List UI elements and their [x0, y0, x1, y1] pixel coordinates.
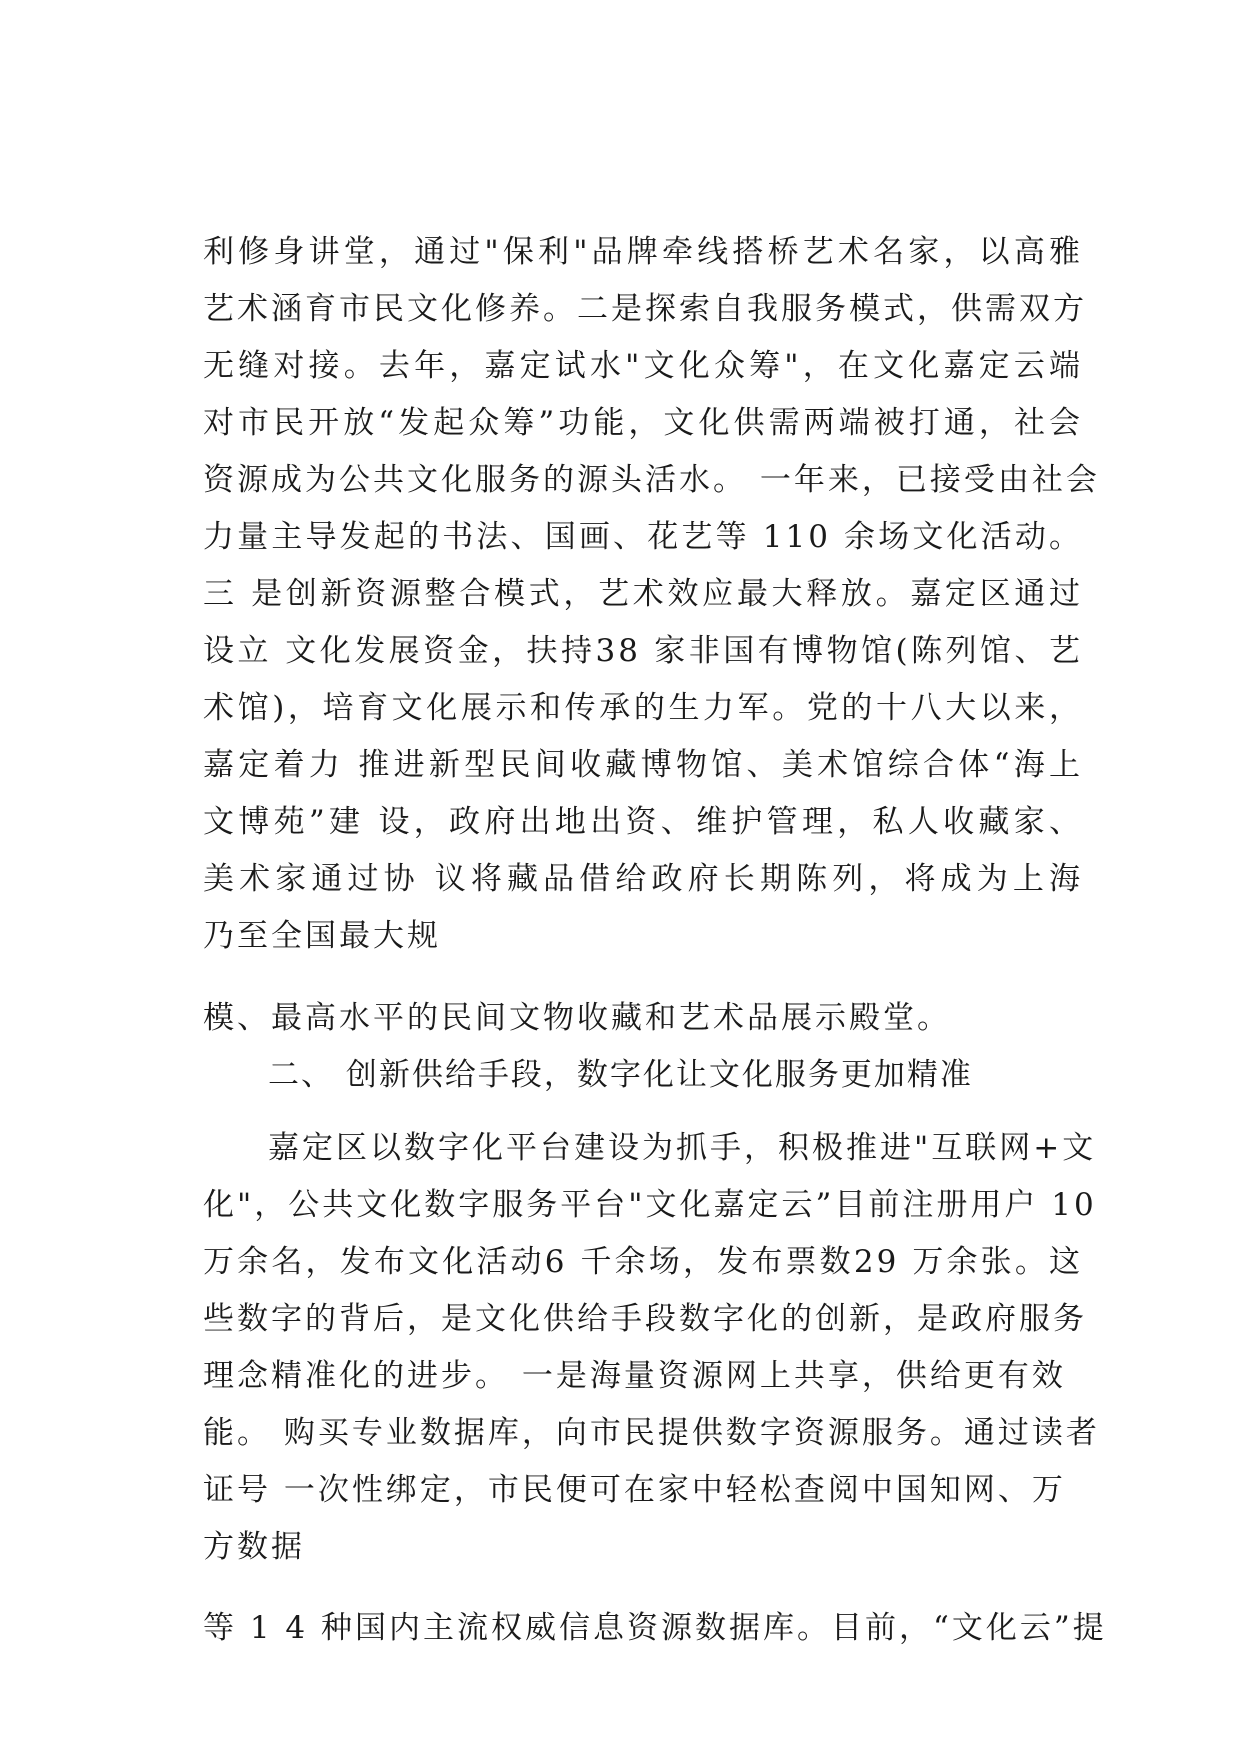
paragraph-line: 设立 文化发展资金，扶持38 家非国有博物馆(陈列馆、艺 [203, 633, 1083, 669]
paragraph-line: 嘉定区以数字化平台建设为抓手，积极推进"互联网+文 [268, 1130, 1097, 1166]
paragraph-line: 文博苑”建 设，政府出地出资、维护管理，私人收藏家、 [203, 804, 1083, 840]
paragraph-line: 理念精准化的进步。 一是海量资源网上共享，供给更有效 [203, 1358, 1066, 1394]
paragraph-line: 等 1 4 种国内主流权威信息资源数据库。目前，“文化云”提 [203, 1610, 1107, 1646]
section-heading: 二、 创新供给手段，数字化让文化服务更加精准 [268, 1057, 973, 1093]
paragraph-line: 方数据 [203, 1529, 305, 1565]
paragraph-line: 术馆)，培育文化展示和传承的生力军。党的十八大以来， [203, 690, 1083, 726]
paragraph-line: 嘉定着力 推进新型民间收藏博物馆、美术馆综合体“海上 [203, 747, 1083, 783]
paragraph-line: 乃至全国最大规 [203, 918, 441, 954]
paragraph-line: 些数字的背后，是文化供给手段数字化的创新，是政府服务 [203, 1301, 1087, 1337]
paragraph-line: 模、最高水平的民间文物收藏和艺术品展示殿堂。 [203, 1000, 951, 1036]
paragraph-line: 能。 购买专业数据库，向市民提供数字资源服务。通过读者 [203, 1415, 1100, 1451]
paragraph-line: 力量主导发起的书法、国画、花艺等 110 余场文化活动。 [203, 519, 1083, 555]
paragraph-line: 三 是创新资源整合模式，艺术效应最大释放。嘉定区通过 [203, 576, 1083, 612]
paragraph-line: 无缝对接。去年，嘉定试水"文化众筹"，在文化嘉定云端 [203, 348, 1083, 384]
paragraph-line: 证号 一次性绑定，市民便可在家中轻松查阅中国知网、万 [203, 1472, 1066, 1508]
paragraph-line: 资源成为公共文化服务的源头活水。 一年来，已接受由社会 [203, 462, 1100, 498]
paragraph-line: 利修身讲堂，通过"保利"品牌牵线搭桥艺术名家，以高雅 [203, 234, 1083, 270]
paragraph-line: 化"，公共文化数字服务平台"文化嘉定云”目前注册用户 10 [203, 1187, 1097, 1223]
paragraph-line: 万余名，发布文化活动6 千余场，发布票数29 万余张。这 [203, 1244, 1083, 1280]
paragraph-line: 艺术涵育市民文化修养。二是探索自我服务模式，供需双方 [203, 291, 1087, 327]
paragraph-line: 对市民开放“发起众筹”功能，文化供需两端被打通，社会 [203, 405, 1083, 441]
paragraph-line: 美术家通过协 议将藏品借给政府长期陈列，将成为上海 [203, 861, 1083, 897]
